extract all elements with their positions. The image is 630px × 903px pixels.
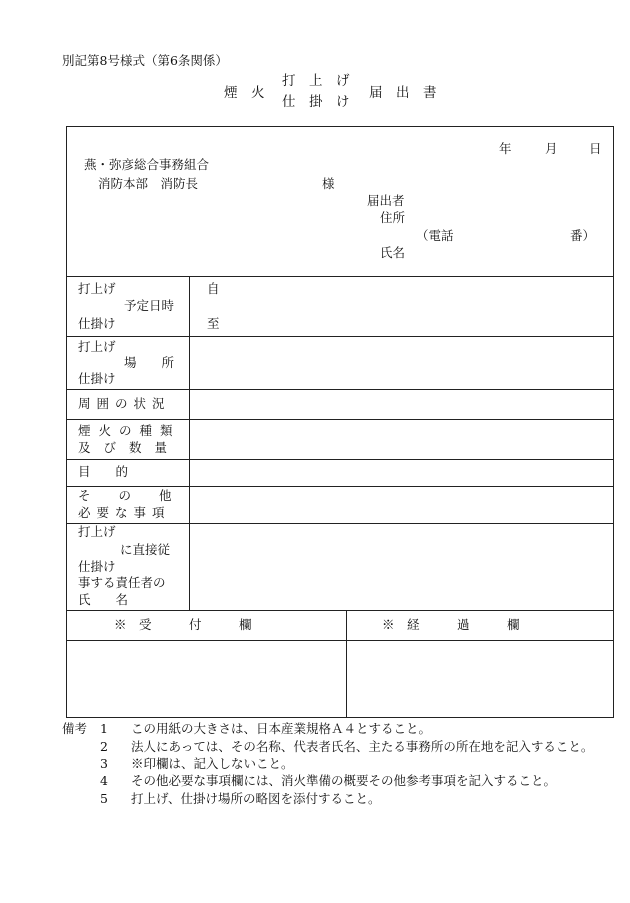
schedule-from: 自 [207, 281, 220, 296]
rule-label-column [189, 276, 190, 610]
resp-label-direct: に直接従 [120, 542, 171, 557]
date-month: 月 [545, 141, 558, 156]
kind-label-1: 煙火の種類 [78, 423, 181, 438]
phone-close: 番） [570, 228, 596, 243]
phone-open: （電話 [416, 228, 454, 243]
place-label-uchiage: 打上げ [78, 339, 116, 354]
schedule-label-datetime: 予定日時 [124, 298, 175, 313]
note-3-num: 3 [100, 756, 108, 771]
reception-header: ※ 受 付 欄 [114, 617, 252, 632]
rule-bottom-header [66, 640, 614, 641]
note-2-text: 法人にあっては、その名称、代表者氏名、主たる事務所の所在地を記入すること。 [131, 739, 594, 754]
title-word-notification: 届 出 書 [369, 85, 437, 101]
other-label-2: 必要な事項 [78, 505, 171, 520]
form-id: 別記第8号様式（第6条関係） [62, 53, 228, 68]
resp-label-uchiage: 打上げ [78, 524, 116, 539]
rule-surroundings [66, 419, 614, 420]
resp-name-text: 氏 名 [78, 592, 129, 607]
schedule-to: 至 [207, 316, 220, 331]
recipient-title: 消防本部 消防長 [98, 176, 199, 191]
purpose-text: 目 的 [78, 464, 129, 479]
recipient-org: 燕・弥彦総合事務組合 [84, 157, 210, 172]
title-option-shikake: 仕 掛 け [282, 94, 350, 110]
note-1-num: 1 [100, 721, 108, 736]
rule-place [66, 389, 614, 390]
notes-label: 備考 [62, 721, 88, 736]
name-label: 氏名 [380, 245, 406, 260]
resp-label-shikake: 仕掛け [78, 559, 116, 574]
rule-responsible [66, 610, 614, 611]
surroundings-label: 周囲の状況 [78, 396, 171, 411]
rule-kind [66, 459, 614, 460]
schedule-label-shikake: 仕掛け [78, 316, 116, 331]
kind-label-2: 及び数量 [78, 440, 181, 455]
other-label-1: その他 [78, 488, 200, 503]
note-4-text: その他必要な事項欄には、消火準備の概要その他参考事項を記入すること。 [131, 773, 557, 788]
note-1-text: この用紙の大きさは、日本産業規格Ａ４とすること。 [131, 721, 432, 736]
place-label: 場 所 [124, 355, 175, 370]
rule-other [66, 523, 614, 524]
note-5-text: 打上げ、仕掛け場所の略図を添付すること。 [131, 791, 381, 806]
honorific: 様 [322, 176, 335, 191]
title-option-uchiage: 打 上 げ [282, 73, 350, 89]
place-label-shikake: 仕掛け [78, 371, 116, 386]
progress-header: ※ 経 過 欄 [382, 617, 520, 632]
address-label: 住所 [380, 210, 406, 225]
note-3-text: ※印欄は、記入しないこと。 [131, 756, 294, 771]
resp-label-person: 事する責任者の [78, 575, 166, 590]
schedule-label-uchiage: 打上げ [78, 281, 116, 296]
note-5-num: 5 [100, 791, 108, 806]
note-4-num: 4 [100, 773, 108, 788]
resp-label-name [78, 594, 180, 607]
applicant-label: 届出者 [367, 193, 405, 208]
rule-purpose [66, 486, 614, 487]
note-2-num: 2 [100, 739, 108, 754]
rule-header [66, 276, 614, 277]
title-word-fireworks: 煙 火 [224, 85, 265, 101]
date-day: 日 [589, 141, 602, 156]
rule-bottom-split [346, 610, 347, 718]
rule-schedule [66, 336, 614, 337]
date-year: 年 [499, 141, 512, 156]
purpose-label [78, 466, 180, 479]
